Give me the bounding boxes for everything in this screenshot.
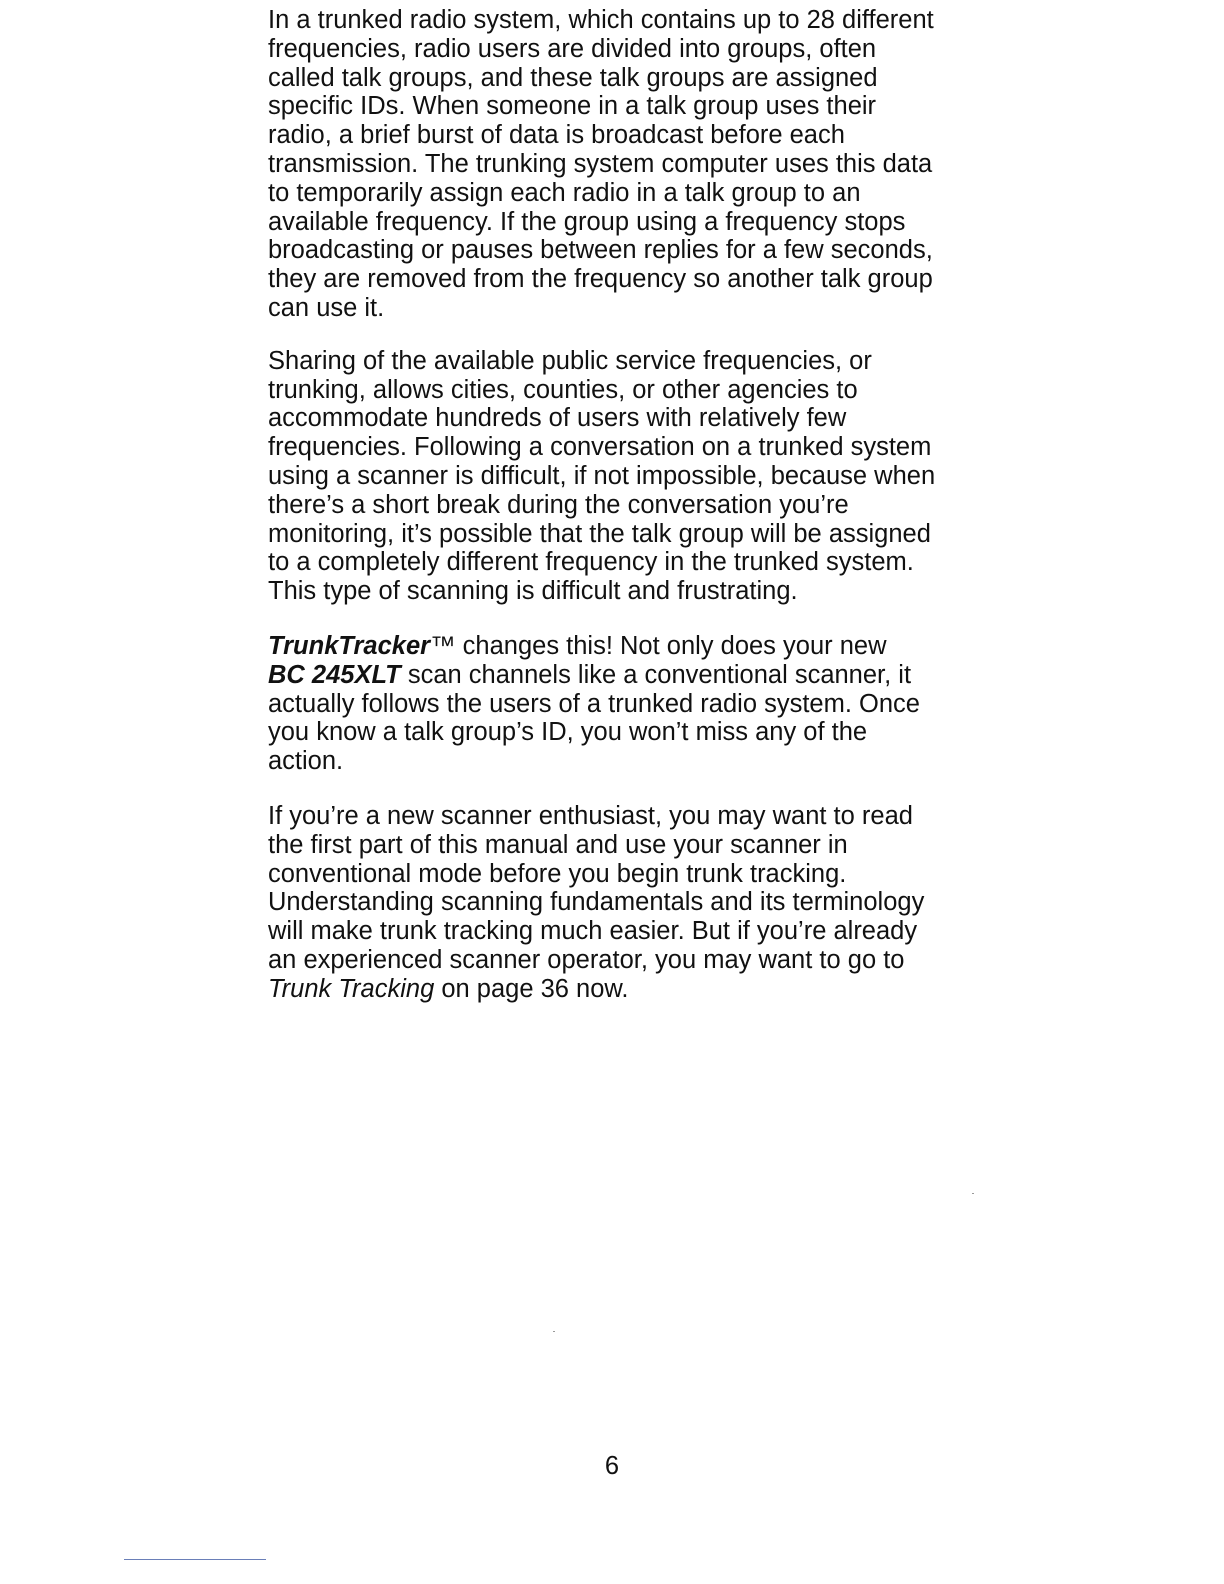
page-number: 6 <box>604 1452 620 1480</box>
paragraph-trunktracker <box>268 632 958 776</box>
brand-name: TrunkTracker <box>268 631 431 660</box>
model-name: BC 245XLT <box>268 660 401 689</box>
trademark-symbol: ™ <box>430 631 456 660</box>
paragraph-new-enthusiast <box>268 802 958 1004</box>
paragraph-trunktracker-text-1: changes this! Not only does your new <box>462 631 887 660</box>
body-text <box>268 6 958 1004</box>
scan-speck <box>972 1193 974 1194</box>
scan-speck <box>553 1331 555 1332</box>
paragraph-new-enthusiast-text-1: If you’re a new scanner enthusiast, you may want to read the first part of this manual and use your scanner in conventional mode before you begin trunk tracking. Understanding scanning fundamentals and its terminology will make trunk tracking much easier. But if you’re already an experienced scanner operator, you may want to go to <box>268 801 925 974</box>
footer-rule <box>124 1559 266 1560</box>
paragraph-sharing-frequencies: Sharing of the available public service frequencies, or trunking, allows cities, counties, or other agencies to accommodate hundreds of users with relatively few frequencies. Following a conversation on a trunked system using a scanner is difficult, if not impossible, because when there’s a short break during the conversation you’re monitoring, it’s possible that the talk group will be assigned to a completely different frequency in the trunked system. This type of scanning is difficult and frustrating. <box>268 346 936 606</box>
paragraph-new-enthusiast-text-2: on page 36 now. <box>434 974 629 1003</box>
paragraph-trunktracker-text-2: scan channels like a conventional scanner, it actually follows the users of a trunked radio system. Once you know a talk group’s ID, you won’t miss any of the action. <box>268 660 920 776</box>
trunk-tracking-reference: Trunk Tracking <box>268 974 435 1003</box>
paragraph-trunked-system: In a trunked radio system, which contains up to 28 different frequencies, radio users are divided into groups, often called talk groups, and these talk groups are assigned specific IDs. When someone in a talk group uses their radio, a brief burst of data is broadcast before each transmission. The trunking system computer uses this data to temporarily assign each radio in a talk group to an available frequency. If the group using a frequency stops broadcasting or pauses between replies for a few seconds, they are removed from the frequency so another talk group can use it. <box>268 6 934 322</box>
